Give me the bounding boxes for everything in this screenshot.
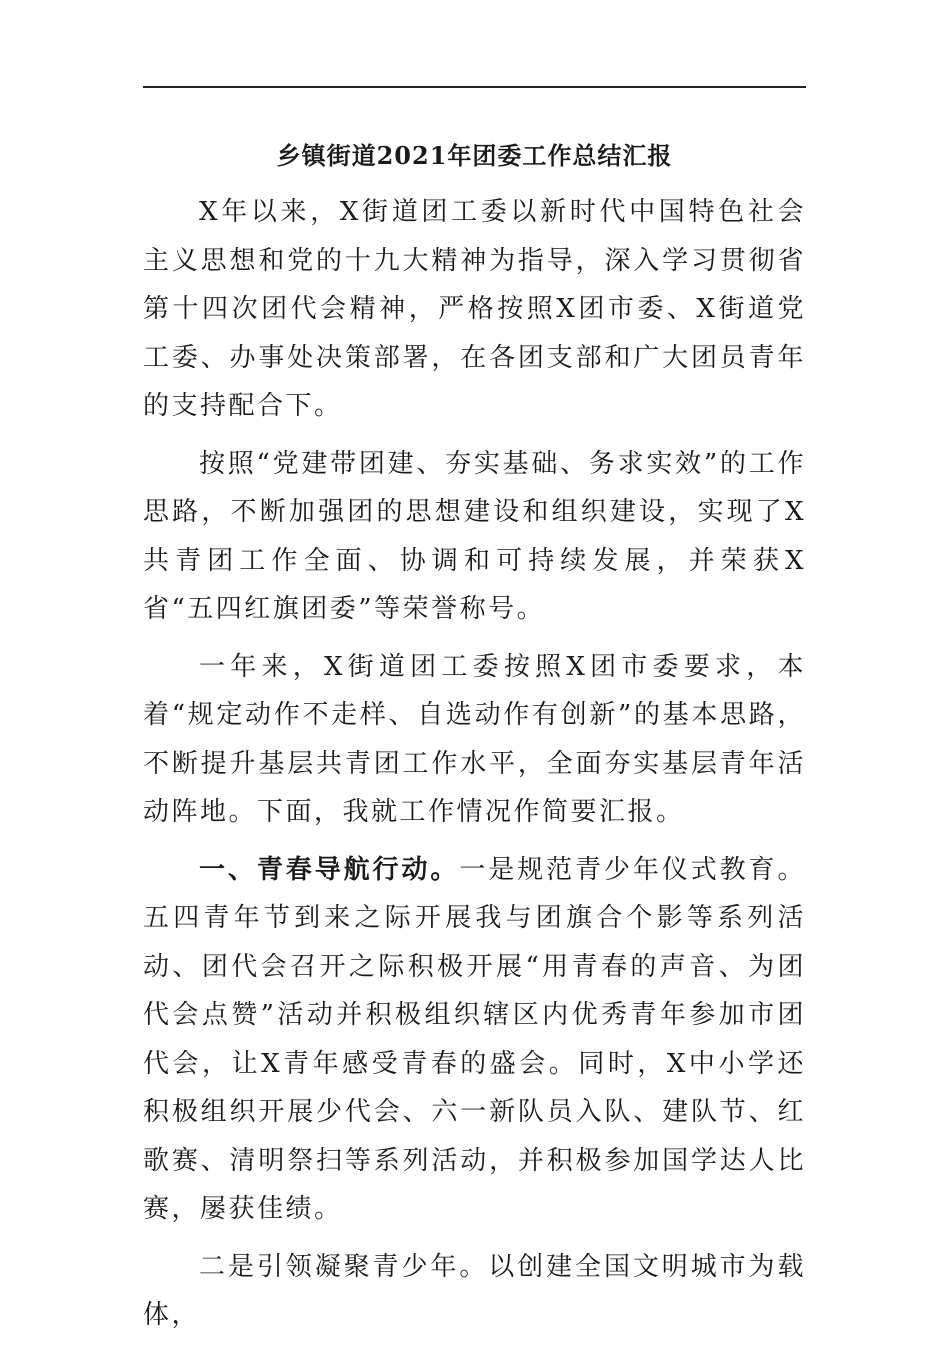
paragraph-1 [143,188,806,431]
paragraph-3-text: 一年来，X街道团工委按照X团市委要求，本着“规定动作不走样、自选动作有创新”的基本思路，不断提升基层共青团工作水平，全面夯实基层青年活动阵地。下面，我就工作情况作简要汇报。 [143,651,806,827]
paragraph-2 [143,440,806,634]
document-title: 乡镇街道2021年团委工作总结汇报 [276,141,673,170]
paragraph-4 [143,846,806,1234]
paragraph-4-text: 一是规范青少年仪式教育。五四青年节到来之际开展我与团旗合个影等系列活动、团代会召开之际积极开展“用青春的声音、为团代会点赞”活动并积极组织辖区内优秀青年参加市团代会，让X青年感受青春的盛会。同时，X中小学还积极组织开展少代会、六一新队员入队、建队节、红歌赛、清明祭扫等系列活动，并积极参加国学达人比赛，屡获佳绩。 [143,854,806,1224]
paragraph-3 [143,643,806,837]
paragraph-1-text: X年以来，X街道团工委以新时代中国特色社会主义思想和党的十九大精神为指导，深入学习贯彻省第十四次团代会精神，严格按照X团市委、X街道党工委、办事处决策部署，在各团支部和广大团员青年的支持配合下。 [143,197,806,421]
section-heading: 一、青春导航行动。 [199,854,460,885]
paragraph-5 [143,1243,806,1340]
paragraph-2-text: 按照“党建带团建、夯实基础、务求实效”的工作思路，不断加强团的思想建设和组织建设，实现了X共青团工作全面、协调和可持续发展，并荣获X省“五四红旗团委”等荣誉称号。 [143,448,806,624]
header-rule [143,86,806,88]
paragraph-5-text: 二是引领凝聚青少年。以创建全国文明城市为载体， [143,1251,806,1330]
document-body [143,188,806,1349]
